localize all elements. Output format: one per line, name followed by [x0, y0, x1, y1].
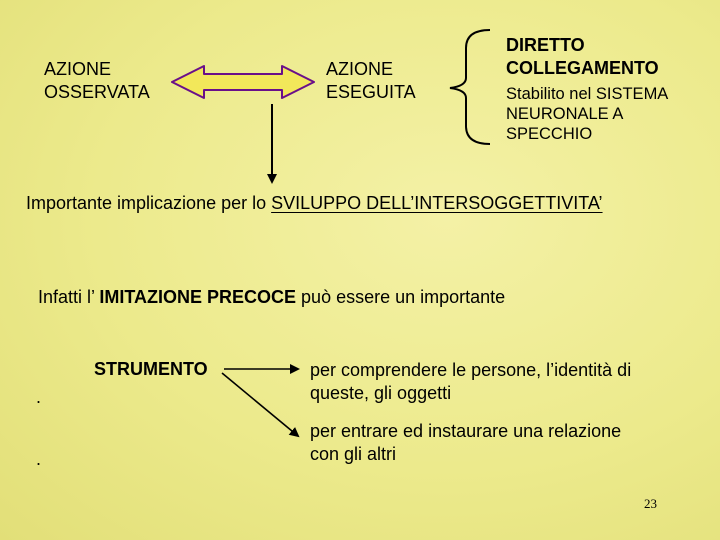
implicazione-sentence [26, 192, 603, 215]
sistema-neuronale-line-2: NEURONALE A [506, 105, 624, 123]
imitazione-suffix: può essere un importante [296, 287, 506, 307]
azione-eseguita-line-2: ESEGUITA [326, 82, 416, 102]
bullet-dot-2: . [36, 449, 42, 469]
relazione-line-2: con gli altri [310, 444, 397, 464]
strumento-label: STRUMENTO [94, 359, 208, 379]
azione-osservata-line-2: OSSERVATA [44, 82, 150, 102]
sistema-neuronale-line-1: Stabilito nel SISTEMA [506, 85, 669, 103]
intersoggettivita-underlined: SVILUPPO DELL’INTERSOGGETTIVITA’ [271, 193, 603, 213]
slide-number: 23 [644, 496, 657, 511]
azione-osservata-label [44, 58, 150, 104]
azione-eseguita-line-1: AZIONE [326, 59, 394, 79]
curly-brace [450, 30, 490, 144]
implicazione-prefix: Importante implicazione per lo [26, 193, 272, 213]
bullet-dot-1: . [36, 387, 42, 407]
diretto-collegamento-label [506, 34, 659, 80]
sistema-neuronale-text [506, 84, 668, 144]
sistema-neuronale-line-3: SPECCHIO [506, 125, 593, 143]
imitazione-sentence [38, 286, 505, 309]
diretto-collegamento-line-2: COLLEGAMENTO [506, 58, 659, 78]
relazione-text [310, 420, 621, 466]
diretto-collegamento-line-1: DIRETTO [506, 35, 585, 55]
comprendere-line-2: queste, gli oggetti [310, 383, 452, 403]
azione-osservata-line-1: AZIONE [44, 59, 112, 79]
double-arrow [172, 66, 314, 98]
comprendere-text [310, 359, 631, 405]
arrow-to-relazione [222, 373, 298, 436]
azione-eseguita-label [326, 58, 416, 104]
relazione-line-1: per entrare ed instaurare una relazione [310, 421, 622, 441]
comprendere-line-1: per comprendere le persone, l’identità di [310, 360, 632, 380]
imitazione-prefix: Infatti l’ [38, 287, 100, 307]
imitazione-precoce-bold: IMITAZIONE PRECOCE [99, 287, 297, 307]
